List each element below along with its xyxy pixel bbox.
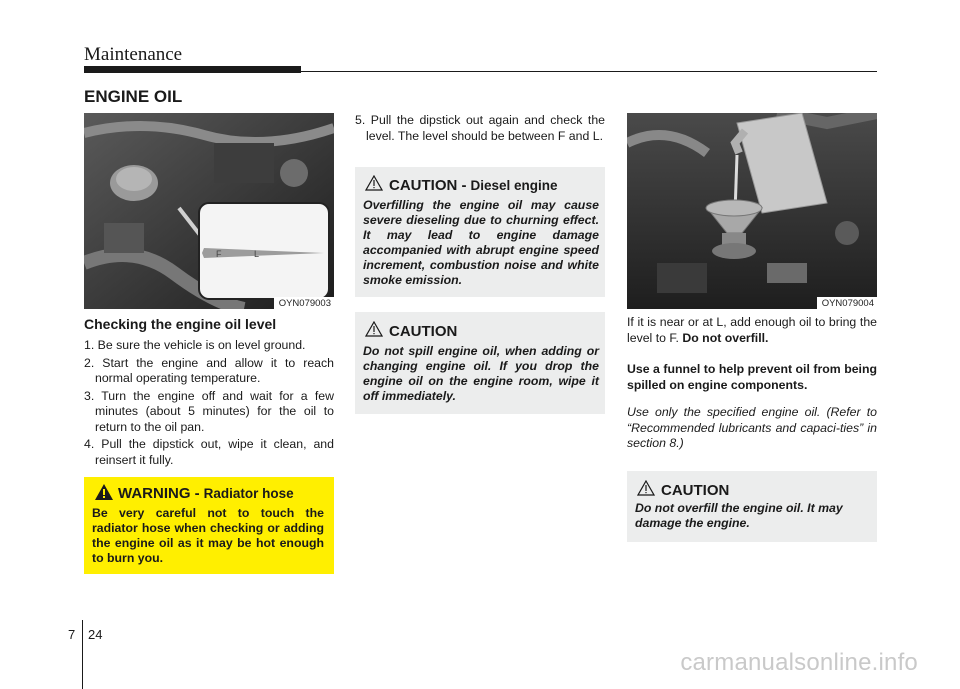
section-title: ENGINE OIL — [84, 87, 183, 106]
caution-diesel-box — [355, 167, 605, 297]
refill-emphasis: Do not overfill. — [682, 330, 769, 345]
engine-dipstick-photo — [84, 113, 334, 309]
watermark: carmanualsonline.info — [680, 649, 918, 676]
list-item: 5. Pull the dipstick out again and check the level. The level should be between F and L. — [355, 113, 605, 143]
running-header: Maintenance — [84, 44, 183, 65]
check-steps — [84, 338, 334, 470]
caution-spill-box — [355, 312, 605, 414]
dipstick-mark-f: F — [216, 249, 222, 259]
image-code: OYN079003 — [274, 297, 334, 309]
caution-label: CAUTION — [661, 482, 730, 499]
header-bar — [84, 66, 301, 73]
warning-triangle-icon — [94, 483, 114, 501]
list-item: 3. Turn the engine off and wait for a few minutes (about 5 minutes) for the oil to return to the oil pan. — [84, 388, 334, 434]
caution-triangle-icon — [365, 321, 383, 337]
header-rule — [301, 71, 877, 72]
funnel-paragraph: Use a funnel to help prevent oil from being spilled on engine components. — [627, 362, 877, 392]
warning-subject: Radiator hose — [203, 486, 294, 501]
check-heading: Checking the engine oil level — [84, 316, 277, 332]
spec-oil-paragraph: Use only the specified engine oil. (Refer to “Recommended lubricants and capaci-ties” in section 8.) — [627, 405, 877, 450]
list-item: 1. Be sure the vehicle is on level ground. — [84, 338, 306, 352]
caution-text: Do not spill engine oil, when adding or changing engine oil. If you drop the engine oil on the engine room, wipe it off immediately. — [363, 344, 599, 403]
image-code: OYN079004 — [817, 297, 877, 309]
chapter-number: 7 — [68, 627, 76, 642]
caution-text: Overfilling the engine oil may cause severe dieseling due to churning effect. It may lead to engine damage accompanied with abrupt engine speed increment, combustion noise and white smoke emission. — [363, 198, 599, 287]
caution-subject: Diesel engine — [470, 178, 558, 193]
caution-triangle-icon — [637, 480, 655, 496]
caution-text: Do not overfill the engine oil. It may damage the engine. — [635, 501, 843, 530]
warning-radiator-box — [84, 477, 334, 574]
list-item: 2. Start the engine and allow it to reach normal operating temperature. — [84, 355, 334, 385]
list-item: 4. Pull the dipstick out, wipe it clean, and reinsert it fully. — [84, 437, 334, 467]
dipstick-mark-l: L — [254, 249, 260, 259]
check-steps-cont — [355, 113, 605, 146]
caution-overfill-box — [627, 471, 877, 542]
caution-triangle-icon — [365, 175, 383, 191]
page-number: 24 — [88, 627, 103, 642]
warning-label: WARNING - — [118, 485, 200, 502]
caution-label: CAUTION — [389, 323, 458, 340]
oil-pouring-photo — [627, 113, 877, 309]
refill-paragraph — [627, 315, 877, 346]
refill-text: If it is near or at L, add enough oil to bring the level to F. — [627, 315, 877, 345]
caution-label: CAUTION - — [389, 177, 467, 194]
warning-text: Be very careful not to touch the radiator hose when checking or adding the engine oil as it may be hot enough to burn you. — [92, 506, 324, 565]
footer-rule — [82, 620, 83, 689]
